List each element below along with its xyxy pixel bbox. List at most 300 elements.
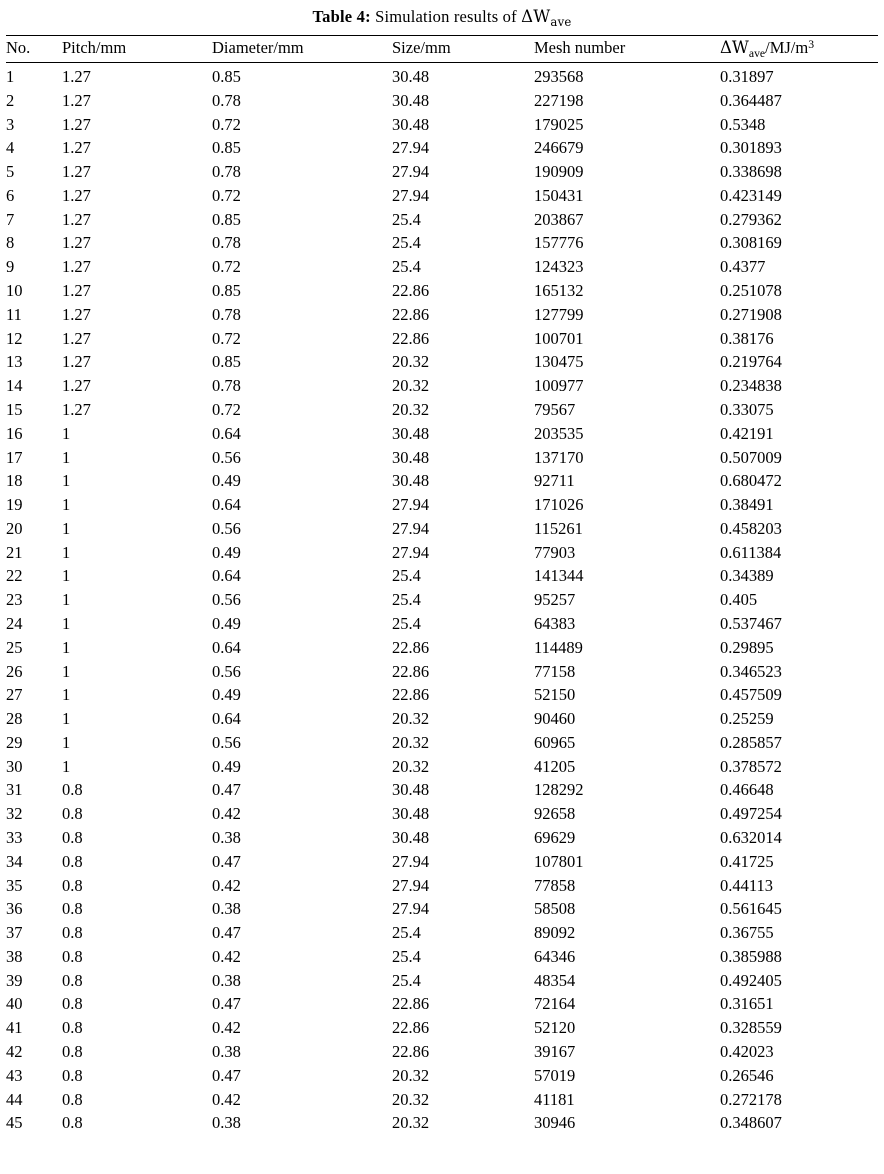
cell-diameter: 0.72: [212, 257, 241, 277]
cell-pitch: 1: [62, 732, 71, 752]
cell-mesh-number: 30946: [534, 1113, 576, 1133]
cell-delta-w-ave: 0.507009: [720, 447, 782, 467]
cell-size: 25.4: [392, 566, 421, 586]
cell-size: 27.94: [392, 185, 430, 205]
cell-diameter: 0.72: [212, 114, 241, 134]
cell-mesh-number: 171026: [534, 495, 584, 515]
cell-diameter: 0.56: [212, 447, 241, 467]
cell-pitch: 1: [62, 709, 71, 729]
cell-delta-w-ave: 0.34389: [720, 566, 774, 586]
cell-delta-w-ave: 0.346523: [720, 661, 782, 681]
cell-pitch: 1: [62, 661, 71, 681]
table-row: [6, 374, 878, 398]
cell-diameter: 0.64: [212, 566, 241, 586]
cell-mesh-number: 107801: [534, 851, 584, 871]
cell-size: 20.32: [392, 1089, 430, 1109]
table-row: [6, 755, 878, 779]
cell-no: 10: [6, 281, 23, 301]
cell-delta-w-ave: 0.5348: [720, 114, 766, 134]
cell-mesh-number: 92658: [534, 804, 576, 824]
cell-size: 22.86: [392, 281, 430, 301]
cell-no: 6: [6, 185, 15, 205]
cell-diameter: 0.64: [212, 495, 241, 515]
cell-diameter: 0.78: [212, 90, 241, 110]
cell-mesh-number: 58508: [534, 899, 576, 919]
cell-diameter: 0.56: [212, 661, 241, 681]
cell-pitch: 1: [62, 423, 71, 443]
cell-size: 20.32: [392, 709, 430, 729]
table-row: [6, 63, 878, 89]
cell-delta-w-ave: 0.4377: [720, 257, 766, 277]
cell-pitch: 1.27: [62, 257, 91, 277]
table-row: [6, 541, 878, 565]
cell-no: 34: [6, 851, 23, 871]
table-row: [6, 445, 878, 469]
table-row: [6, 303, 878, 327]
cell-pitch: 0.8: [62, 1042, 83, 1062]
cell-delta-w-ave: 0.42191: [720, 423, 774, 443]
cell-no: 7: [6, 209, 15, 229]
cell-no: 3: [6, 114, 15, 134]
column-header-size: Size/mm: [392, 36, 534, 63]
cell-size: 20.32: [392, 1065, 430, 1085]
cell-delta-w-ave: 0.497254: [720, 804, 782, 824]
cell-diameter: 0.85: [212, 352, 241, 372]
cell-delta-w-ave: 0.38176: [720, 328, 774, 348]
cell-delta-w-ave: 0.38491: [720, 495, 774, 515]
cell-pitch: 1.27: [62, 304, 91, 324]
table-row: [6, 1040, 878, 1064]
cell-pitch: 1.27: [62, 209, 91, 229]
cell-delta-w-ave: 0.328559: [720, 1018, 782, 1038]
cell-pitch: 1.27: [62, 376, 91, 396]
table-row: [6, 160, 878, 184]
cell-pitch: 0.8: [62, 923, 83, 943]
cell-pitch: 0.8: [62, 828, 83, 847]
cell-no: 38: [6, 946, 23, 966]
cell-delta-w-ave: 0.457509: [720, 685, 782, 705]
cell-size: 25.4: [392, 233, 421, 253]
cell-delta-w-ave: 0.285857: [720, 732, 782, 752]
table-row: [6, 850, 878, 874]
cell-size: 30.48: [392, 780, 430, 800]
cell-mesh-number: 77858: [534, 875, 576, 895]
table-row: [6, 255, 878, 279]
cell-size: 30.48: [392, 804, 430, 824]
table-row: [6, 588, 878, 612]
cell-delta-w-ave: 0.338698: [720, 162, 782, 182]
cell-no: 2: [6, 90, 15, 110]
cell-diameter: 0.56: [212, 732, 241, 752]
cell-pitch: 0.8: [62, 1065, 83, 1085]
cell-pitch: 1.27: [62, 352, 91, 372]
cell-pitch: 0.8: [62, 851, 83, 871]
table-row: [6, 327, 878, 351]
cell-size: 20.32: [392, 732, 430, 752]
cell-size: 25.4: [392, 923, 421, 943]
cell-delta-w-ave: 0.423149: [720, 185, 782, 205]
cell-pitch: 1.27: [62, 162, 91, 182]
cell-mesh-number: 52120: [534, 1018, 576, 1038]
cell-mesh-number: 141344: [534, 566, 584, 586]
cell-no: 14: [6, 376, 23, 396]
cell-delta-w-ave: 0.26546: [720, 1065, 774, 1085]
cell-no: 18: [6, 471, 23, 491]
cell-size: 27.94: [392, 138, 430, 158]
cell-pitch: 1.27: [62, 399, 91, 419]
cell-pitch: 0.8: [62, 1018, 83, 1038]
cell-size: 22.86: [392, 328, 430, 348]
cell-delta-w-ave: 0.680472: [720, 471, 782, 491]
cell-size: 22.86: [392, 685, 430, 705]
cell-no: 4: [6, 138, 15, 158]
cell-diameter: 0.42: [212, 946, 241, 966]
table-row: [6, 1088, 878, 1112]
cell-size: 22.86: [392, 1042, 430, 1062]
cell-delta-w-ave: 0.301893: [720, 138, 782, 158]
table-row: [6, 969, 878, 993]
table-caption-symbol: $\Delta W_{ave}$: [521, 7, 572, 29]
table-row: [6, 636, 878, 660]
cell-no: 39: [6, 970, 23, 990]
cell-delta-w-ave: 0.33075: [720, 399, 774, 419]
cell-delta-w-ave: 0.271908: [720, 304, 782, 324]
cell-delta-w-ave: 0.42023: [720, 1042, 774, 1062]
cell-pitch: 0.8: [62, 970, 83, 990]
cell-mesh-number: 72164: [534, 994, 576, 1014]
cell-delta-w-ave: 0.41725: [720, 851, 774, 871]
cell-mesh-number: 100701: [534, 328, 584, 348]
table-row: [6, 112, 878, 136]
cell-size: 25.4: [392, 970, 421, 990]
cell-size: 30.48: [392, 423, 430, 443]
cell-delta-w-ave: 0.385988: [720, 946, 782, 966]
cell-no: 27: [6, 685, 23, 705]
cell-mesh-number: 114489: [534, 637, 583, 657]
cell-no: 33: [6, 828, 23, 847]
cell-no: 41: [6, 1018, 23, 1038]
table-row: [6, 802, 878, 826]
cell-size: 22.86: [392, 994, 430, 1014]
cell-delta-w-ave: 0.36755: [720, 923, 774, 943]
table-row: [6, 897, 878, 921]
cell-diameter: 0.38: [212, 899, 241, 919]
cell-size: 30.48: [392, 67, 430, 86]
cell-no: 17: [6, 447, 23, 467]
cell-pitch: 0.8: [62, 780, 83, 800]
cell-size: 27.94: [392, 518, 430, 538]
cell-pitch: 1.27: [62, 114, 91, 134]
cell-size: 25.4: [392, 613, 421, 633]
cell-delta-w-ave: 0.234838: [720, 376, 782, 396]
cell-mesh-number: 48354: [534, 970, 576, 990]
cell-size: 27.94: [392, 542, 430, 562]
cell-no: 15: [6, 399, 23, 419]
cell-no: 28: [6, 709, 23, 729]
cell-mesh-number: 115261: [534, 518, 583, 538]
cell-mesh-number: 90460: [534, 709, 576, 729]
cell-mesh-number: 57019: [534, 1065, 576, 1085]
table-row: [6, 707, 878, 731]
cell-diameter: 0.72: [212, 399, 241, 419]
cell-no: 45: [6, 1113, 23, 1133]
column-header-mesh-number: Mesh number: [534, 36, 720, 63]
cell-delta-w-ave: 0.46648: [720, 780, 774, 800]
cell-diameter: 0.38: [212, 970, 241, 990]
cell-no: 24: [6, 613, 23, 633]
cell-mesh-number: 95257: [534, 590, 576, 610]
cell-delta-w-ave: 0.611384: [720, 542, 782, 562]
cell-no: 32: [6, 804, 23, 824]
cell-mesh-number: 77158: [534, 661, 576, 681]
cell-mesh-number: 203535: [534, 423, 584, 443]
cell-no: 26: [6, 661, 23, 681]
table-row: [6, 350, 878, 374]
cell-mesh-number: 89092: [534, 923, 576, 943]
cell-delta-w-ave: 0.44113: [720, 875, 774, 895]
table-caption-text: Simulation results of: [375, 7, 517, 26]
cell-mesh-number: 190909: [534, 162, 584, 182]
cell-pitch: 0.8: [62, 994, 83, 1014]
cell-diameter: 0.38: [212, 828, 241, 847]
cell-mesh-number: 41205: [534, 756, 576, 776]
cell-size: 27.94: [392, 875, 430, 895]
cell-mesh-number: 137170: [534, 447, 584, 467]
cell-delta-w-ave: 0.25259: [720, 709, 774, 729]
cell-size: 22.86: [392, 661, 430, 681]
cell-delta-w-ave: 0.561645: [720, 899, 782, 919]
cell-mesh-number: 41181: [534, 1089, 575, 1109]
cell-size: 20.32: [392, 376, 430, 396]
table-row: [6, 469, 878, 493]
cell-diameter: 0.72: [212, 328, 241, 348]
table-row: [6, 184, 878, 208]
cell-size: 30.48: [392, 471, 430, 491]
cell-size: 30.48: [392, 447, 430, 467]
cell-diameter: 0.85: [212, 67, 241, 86]
cell-diameter: 0.64: [212, 423, 241, 443]
cell-delta-w-ave: 0.537467: [720, 613, 782, 633]
cell-diameter: 0.47: [212, 780, 241, 800]
cell-diameter: 0.64: [212, 637, 241, 657]
cell-diameter: 0.47: [212, 851, 241, 871]
cell-diameter: 0.49: [212, 471, 241, 491]
cell-delta-w-ave: 0.219764: [720, 352, 782, 372]
cell-delta-w-ave: 0.31651: [720, 994, 774, 1014]
cell-size: 22.86: [392, 304, 430, 324]
cell-mesh-number: 150431: [534, 185, 584, 205]
cell-pitch: 0.8: [62, 1113, 83, 1133]
table-row: [6, 493, 878, 517]
cell-size: 20.32: [392, 399, 430, 419]
cell-no: 36: [6, 899, 23, 919]
cell-size: 25.4: [392, 209, 421, 229]
cell-no: 31: [6, 780, 23, 800]
cell-diameter: 0.47: [212, 923, 241, 943]
cell-delta-w-ave: 0.632014: [720, 828, 782, 847]
cell-diameter: 0.78: [212, 376, 241, 396]
cell-pitch: 0.8: [62, 899, 83, 919]
table-caption: [6, 6, 878, 29]
cell-no: 30: [6, 756, 23, 776]
cell-size: 20.32: [392, 1113, 430, 1133]
cell-mesh-number: 77903: [534, 542, 576, 562]
table-row: [6, 398, 878, 422]
cell-pitch: 1: [62, 542, 71, 562]
cell-no: 9: [6, 257, 15, 277]
table-row: [6, 1111, 878, 1135]
cell-mesh-number: 92711: [534, 471, 575, 491]
column-header-no: No.: [6, 36, 62, 63]
table-row: [6, 231, 878, 255]
table-row: [6, 279, 878, 303]
table-row: [6, 136, 878, 160]
cell-size: 27.94: [392, 851, 430, 871]
cell-delta-w-ave: 0.279362: [720, 209, 782, 229]
cell-mesh-number: 100977: [534, 376, 584, 396]
cell-mesh-number: 60965: [534, 732, 576, 752]
cell-diameter: 0.72: [212, 185, 241, 205]
cell-no: 13: [6, 352, 23, 372]
table-row: [6, 422, 878, 446]
cell-size: 20.32: [392, 756, 430, 776]
cell-no: 21: [6, 542, 23, 562]
cell-mesh-number: 79567: [534, 399, 576, 419]
cell-no: 16: [6, 423, 23, 443]
cell-diameter: 0.85: [212, 138, 241, 158]
cell-mesh-number: 127799: [534, 304, 584, 324]
cell-diameter: 0.64: [212, 709, 241, 729]
cell-delta-w-ave: 0.405: [720, 590, 758, 610]
cell-diameter: 0.49: [212, 756, 241, 776]
column-header-pitch: Pitch/mm: [62, 36, 212, 63]
cell-mesh-number: 130475: [534, 352, 584, 372]
cell-size: 25.4: [392, 590, 421, 610]
table-row: [6, 89, 878, 113]
cell-size: 25.4: [392, 946, 421, 966]
cell-size: 27.94: [392, 162, 430, 182]
cell-pitch: 1: [62, 447, 71, 467]
cell-no: 5: [6, 162, 15, 182]
cell-delta-w-ave: 0.29895: [720, 637, 774, 657]
cell-delta-w-ave: 0.458203: [720, 518, 782, 538]
column-header-diameter: Diameter/mm: [212, 36, 392, 63]
cell-mesh-number: 246679: [534, 138, 584, 158]
cell-diameter: 0.49: [212, 542, 241, 562]
cell-mesh-number: 165132: [534, 281, 584, 301]
cell-pitch: 0.8: [62, 946, 83, 966]
cell-no: 22: [6, 566, 23, 586]
cell-pitch: 1.27: [62, 328, 91, 348]
cell-diameter: 0.38: [212, 1113, 241, 1133]
cell-diameter: 0.56: [212, 518, 241, 538]
cell-diameter: 0.85: [212, 281, 241, 301]
table-header: [6, 36, 878, 63]
cell-size: 27.94: [392, 495, 430, 515]
table-row: [6, 1064, 878, 1088]
cell-delta-w-ave: 0.308169: [720, 233, 782, 253]
cell-mesh-number: 128292: [534, 780, 584, 800]
cell-pitch: 1.27: [62, 185, 91, 205]
cell-diameter: 0.49: [212, 685, 241, 705]
cell-no: 8: [6, 233, 15, 253]
table-row: [6, 826, 878, 850]
cell-mesh-number: 124323: [534, 257, 584, 277]
cell-diameter: 0.78: [212, 233, 241, 253]
cell-diameter: 0.42: [212, 875, 241, 895]
cell-mesh-number: 227198: [534, 90, 584, 110]
cell-diameter: 0.78: [212, 162, 241, 182]
cell-no: 1: [6, 67, 15, 86]
cell-mesh-number: 179025: [534, 114, 584, 134]
table-row: [6, 873, 878, 897]
cell-delta-w-ave: 0.378572: [720, 756, 782, 776]
cell-diameter: 0.42: [212, 1089, 241, 1109]
cell-mesh-number: 52150: [534, 685, 576, 705]
cell-pitch: 1: [62, 637, 71, 657]
cell-size: 30.48: [392, 828, 430, 847]
cell-no: 11: [6, 304, 22, 324]
cell-mesh-number: 293568: [534, 67, 584, 86]
cell-pitch: 1: [62, 613, 71, 633]
cell-no: 42: [6, 1042, 23, 1062]
cell-pitch: 1: [62, 518, 71, 538]
cell-pitch: 1.27: [62, 90, 91, 110]
cell-pitch: 1.27: [62, 67, 91, 86]
cell-delta-w-ave: 0.272178: [720, 1089, 782, 1109]
cell-pitch: 1: [62, 495, 71, 515]
cell-delta-w-ave: 0.251078: [720, 281, 782, 301]
cell-size: 20.32: [392, 352, 430, 372]
cell-no: 12: [6, 328, 23, 348]
table-row: [6, 208, 878, 232]
table-row: [6, 683, 878, 707]
cell-pitch: 1: [62, 471, 71, 491]
cell-diameter: 0.56: [212, 590, 241, 610]
cell-size: 30.48: [392, 90, 430, 110]
cell-pitch: 1.27: [62, 138, 91, 158]
cell-mesh-number: 64346: [534, 946, 576, 966]
table-row: [6, 517, 878, 541]
column-header-delta-w-ave: $\Delta W_{ave}/MJ/m^3$: [720, 36, 878, 63]
cell-no: 35: [6, 875, 23, 895]
cell-no: 23: [6, 590, 23, 610]
cell-diameter: 0.38: [212, 1042, 241, 1062]
cell-no: 25: [6, 637, 23, 657]
cell-pitch: 1: [62, 756, 71, 776]
cell-mesh-number: 203867: [534, 209, 584, 229]
table-row: [6, 778, 878, 802]
table-row: [6, 564, 878, 588]
cell-pitch: 1.27: [62, 281, 91, 301]
cell-no: 20: [6, 518, 23, 538]
cell-no: 43: [6, 1065, 23, 1085]
cell-delta-w-ave: 0.492405: [720, 970, 782, 990]
cell-diameter: 0.47: [212, 1065, 241, 1085]
cell-size: 22.86: [392, 1018, 430, 1038]
cell-diameter: 0.49: [212, 613, 241, 633]
table-row: [6, 731, 878, 755]
table-caption-label: Table 4:: [312, 7, 371, 26]
cell-pitch: 1.27: [62, 233, 91, 253]
cell-no: 29: [6, 732, 23, 752]
cell-size: 30.48: [392, 114, 430, 134]
cell-pitch: 1: [62, 590, 71, 610]
table-row: [6, 945, 878, 969]
cell-no: 40: [6, 994, 23, 1014]
cell-mesh-number: 69629: [534, 828, 576, 847]
cell-diameter: 0.85: [212, 209, 241, 229]
